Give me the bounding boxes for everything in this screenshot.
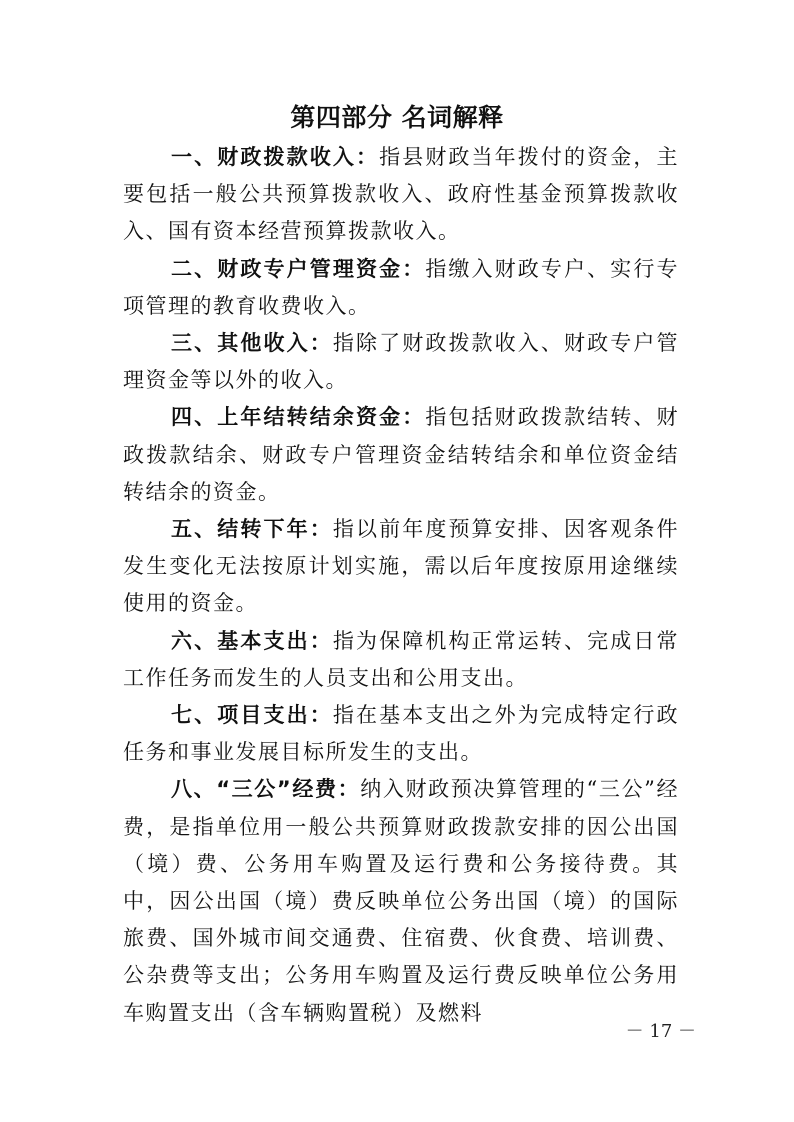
definition-text: 指包括财政拨款结转、财政拨款结余、财政专户管理资金结转结余和单位资金结转结余的资金。 [123, 405, 680, 504]
definition-term: 四、上年结转结余资金： [171, 405, 426, 430]
definition-text: 指在基本支出之外为完成特定行政任务和事业发展目标所发生的支出。 [123, 703, 680, 765]
definition-paragraph-3 [123, 325, 679, 399]
definition-term: 二、财政专户管理资金： [171, 256, 426, 281]
definition-text: 指县财政当年拨付的资金，主要包括一般公共预算拨款收入、政府性基金预算拨款收入、国有资本经营预算拨款收入。 [123, 145, 680, 244]
definition-paragraph-7 [123, 697, 679, 771]
definition-paragraph-1 [123, 139, 679, 251]
definition-paragraph-4 [123, 399, 679, 511]
definition-term: 六、基本支出： [171, 628, 333, 653]
definition-term: 八、“三公”经费： [171, 777, 361, 802]
definition-text: 指缴入财政专户、实行专项管理的教育收费收入。 [123, 256, 680, 318]
definition-term: 三、其他收入： [171, 331, 333, 356]
definition-text: 纳入财政预决算管理的“三公”经费，是指单位用一般公共预算财政拨款安排的因公出国（境）费、公务用车购置及运行费和公务接待费。其中，因公出国（境）费反映单位公务出国（境）的国际旅费、国外城市间交通费、住宿费、伙食费、培训费、公杂费等支出；公务用车购置及运行费反映单位公务用车购置支出（含车辆购置税）及燃料 [123, 777, 679, 1025]
document-body [123, 139, 679, 1032]
definition-text: 指为保障机构正常运转、完成日常工作任务而发生的人员支出和公用支出。 [123, 628, 680, 690]
definition-paragraph-6 [123, 623, 679, 697]
definition-paragraph-2 [123, 251, 679, 325]
definition-text: 指除了财政拨款收入、财政专户管理资金等以外的收入。 [123, 331, 680, 393]
page-title: 第四部分 名词解释 [290, 103, 504, 132]
definition-paragraph-8 [123, 771, 679, 1031]
definition-term: 五、结转下年： [171, 517, 333, 542]
definition-term: 一、财政拨款收入： [171, 145, 380, 169]
definition-paragraph-5 [123, 511, 679, 623]
definition-text: 指以前年度预算安排、因客观条件发生变化无法按原计划实施，需以后年度按原用途继续使用的资金。 [123, 517, 680, 616]
page-number: － 17 － [625, 1021, 696, 1042]
definition-term: 七、项目支出： [171, 703, 333, 728]
